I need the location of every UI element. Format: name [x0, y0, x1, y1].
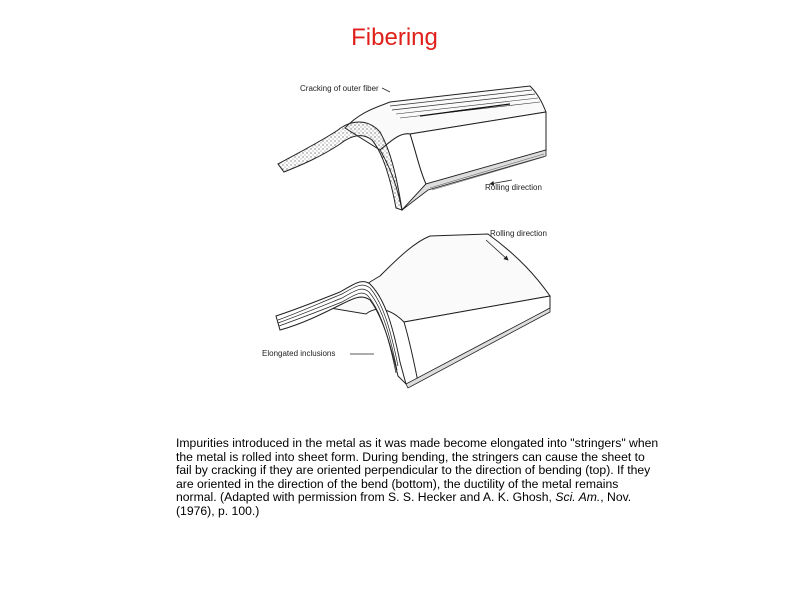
caption-tail: , Nov. (1976), p. 100.): [176, 490, 632, 518]
figure-caption: [176, 437, 662, 519]
label-elongated-inclusions: Elongated inclusions: [262, 349, 336, 358]
bottom-bent-sheet: [262, 229, 550, 388]
slide-title: Fibering: [351, 24, 438, 51]
caption-journal: Sci. Am.: [555, 490, 601, 505]
caption-text: Impurities introduced in the metal as it was made become elongated into "stringers" when the metal is rolled into sheet form. During bending, the stringers can cause the sheet to fail by cracking if they are oriented perpendicular to the direction of bending (top). If they are oriented in the direction of the bend (bottom), the ductility of the metal remains normal. (Adapted with permission from S. S. Hecker and A. K. Ghosh,: [176, 436, 659, 505]
bent-sheets-illustration: [250, 72, 570, 392]
label-rolling-direction-top: Rolling direction: [485, 183, 542, 192]
fibering-figure: [250, 72, 570, 392]
label-rolling-direction-bottom: Rolling direction: [490, 229, 547, 238]
top-bent-sheet: [278, 84, 546, 210]
label-cracking-outer-fiber: Cracking of outer fiber: [300, 84, 379, 93]
